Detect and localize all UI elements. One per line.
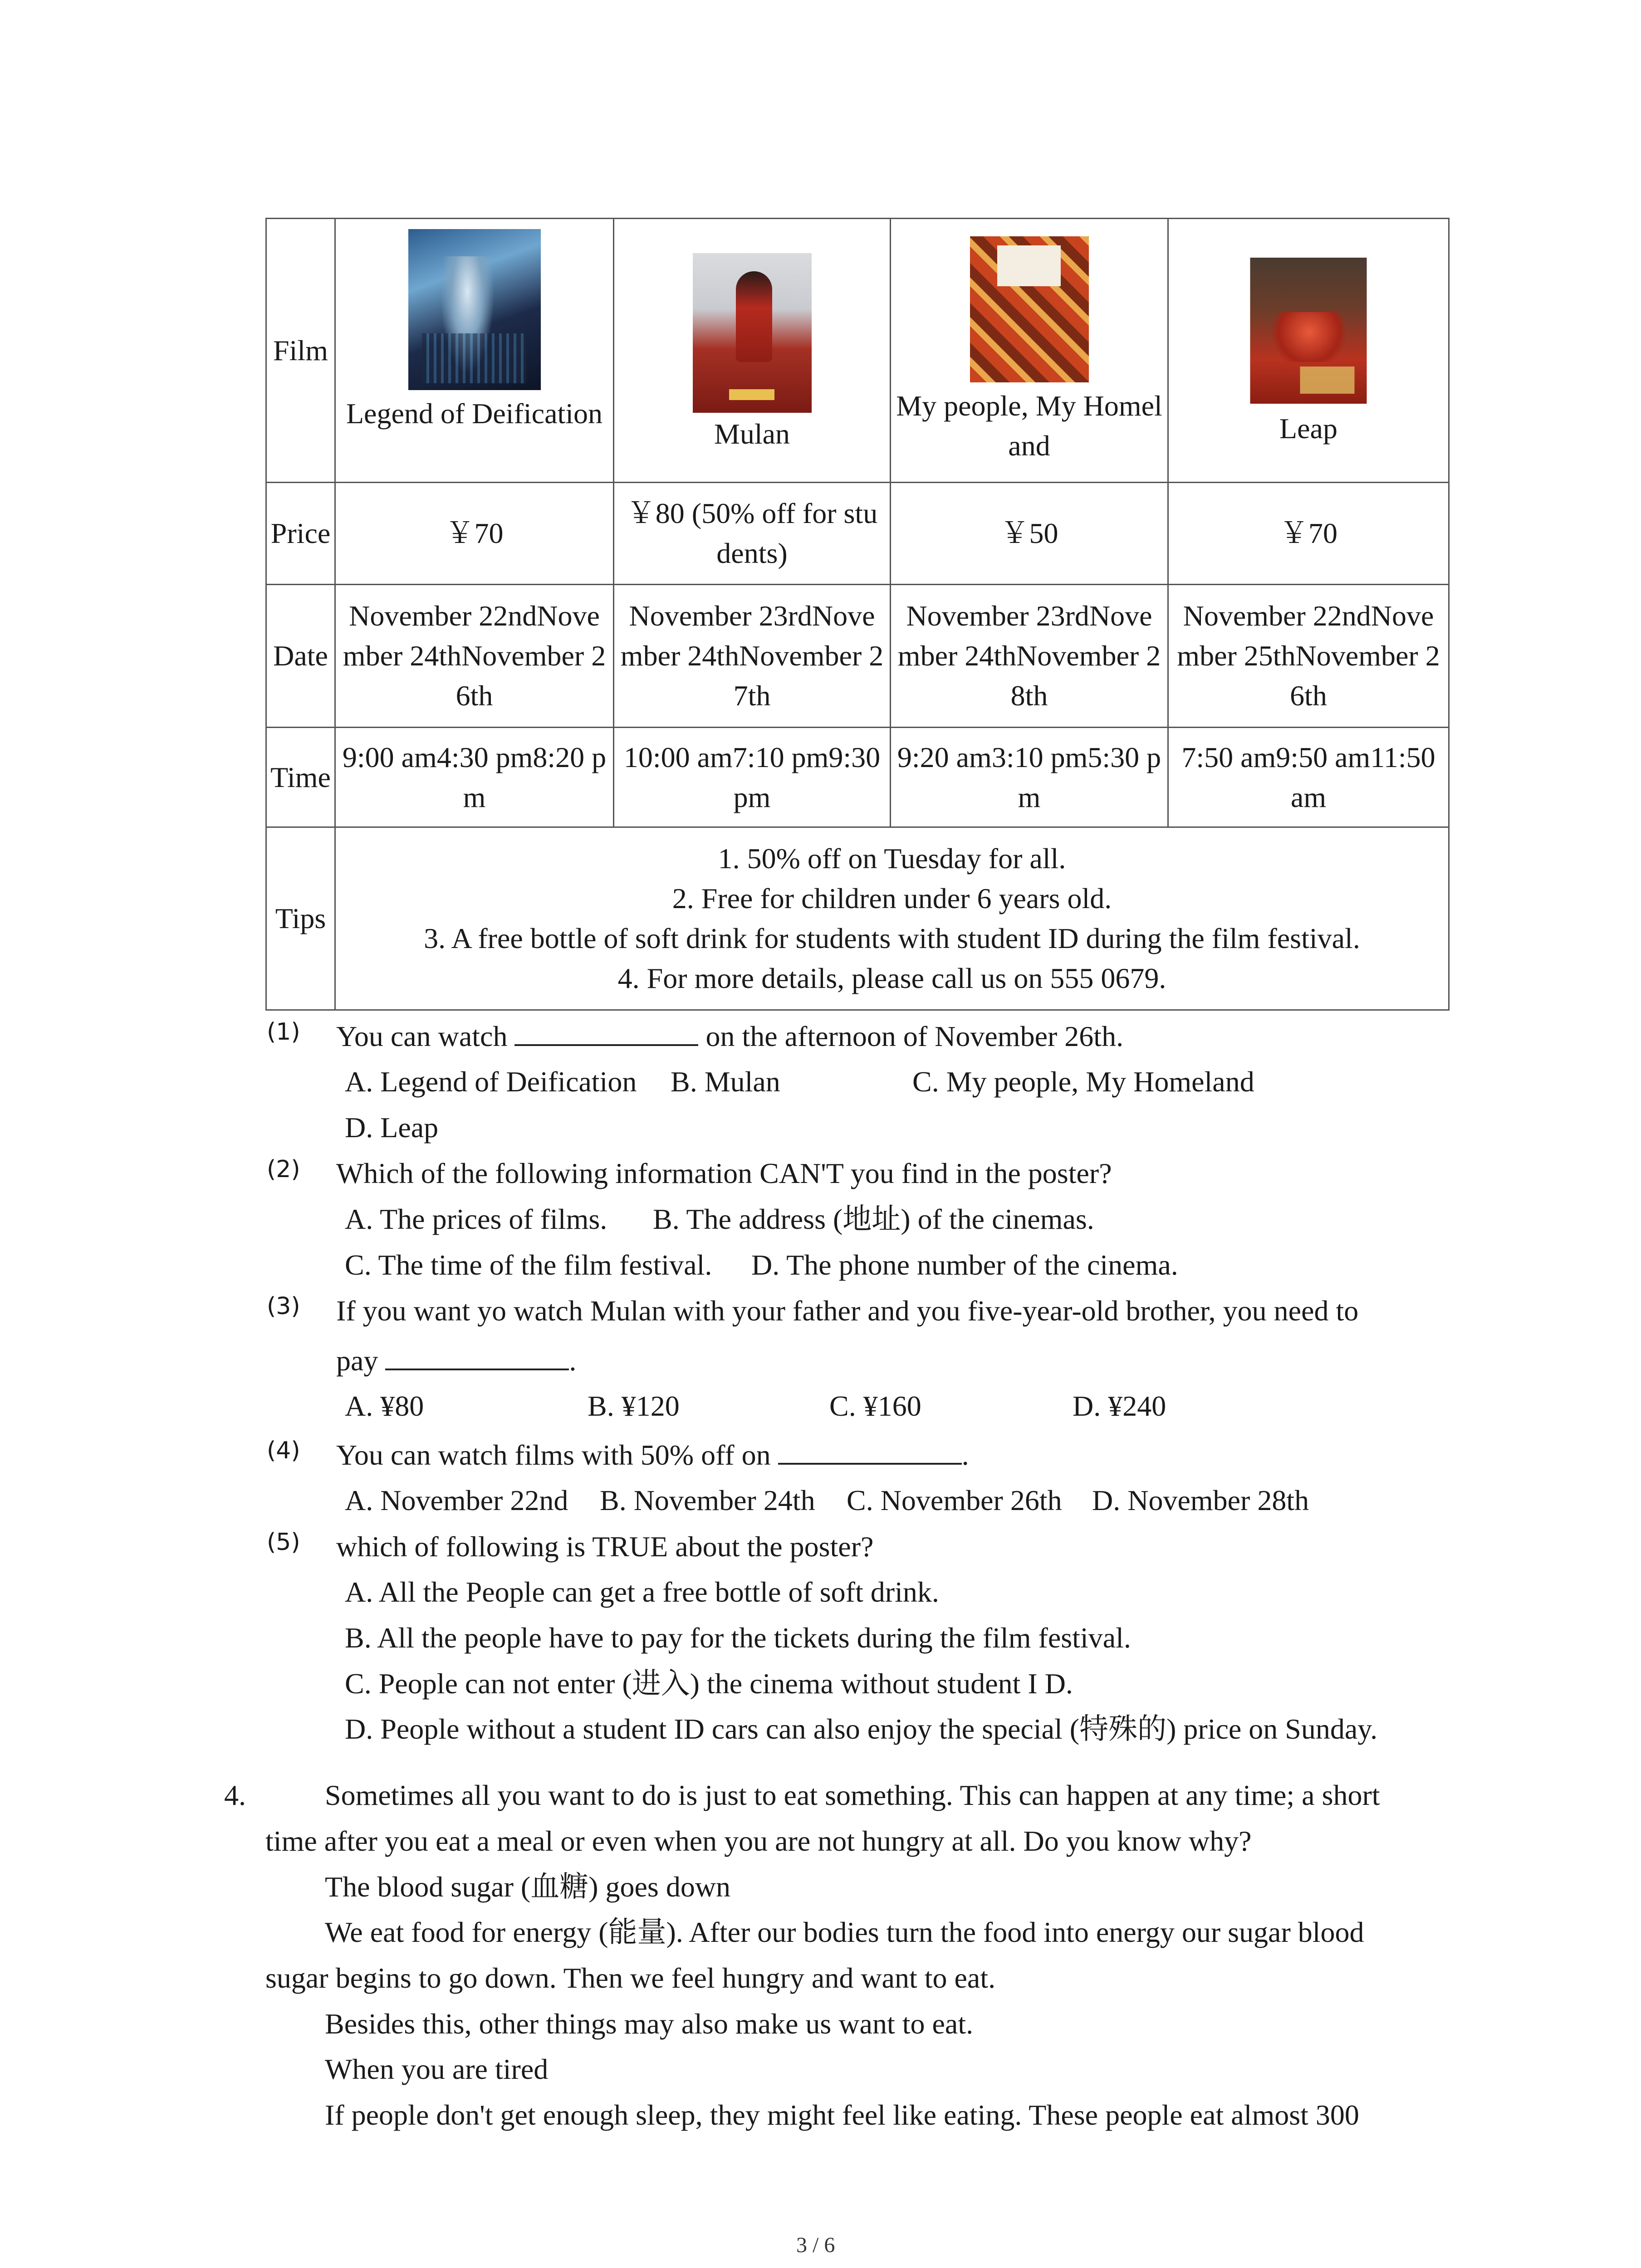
passage-line: If people don't get enough sleep, they might feel like eating. These people eat almost 300 (325, 2099, 1359, 2131)
film-cell-my-people (891, 219, 1168, 483)
question-4-stem (336, 1437, 969, 1473)
tip-line: 4. For more details, please call us on 555 0679. (617, 962, 1166, 994)
table-row-tips (266, 827, 1449, 1010)
stem-text: . (569, 1344, 577, 1377)
passage-line: Sometimes all you want to do is just to eat something. This can happen at any time; a short (325, 1779, 1380, 1811)
film-festival-table (265, 218, 1450, 1011)
passage-line: sugar begins to go down. Then we feel hungry and want to eat. (265, 1962, 996, 1994)
answer-blank[interactable] (778, 1437, 962, 1465)
passage-number: 4. (224, 1779, 246, 1811)
stem-text: on the afternoon of November 26th. (705, 1020, 1124, 1052)
tip-line: 3. A free bottle of soft drink for students with student ID during the film festival. (424, 922, 1360, 954)
option: B. Mulan (671, 1066, 780, 1098)
question-number: (3) (267, 1293, 300, 1320)
date-cell: November 22ndNovember 25thNovember 26th (1168, 585, 1449, 728)
question-stem: If you want yo watch Mulan with your father and you five-year-old brother, you need to (336, 1295, 1359, 1327)
stem-text: You can watch (336, 1020, 508, 1052)
answer-blank[interactable] (385, 1343, 569, 1370)
option: D. ¥240 (1073, 1390, 1166, 1422)
option: B. All the people have to pay for the tickets during the film festival. (345, 1622, 1131, 1654)
film-title: Leap (1279, 412, 1337, 445)
option: A. November 22nd (345, 1484, 568, 1516)
option: A. All the People can get a free bottle of soft drink. (345, 1576, 939, 1608)
question-3-stem-cont (336, 1343, 576, 1379)
date-cell: November 23rdNovember 24thNovember 28th (891, 585, 1168, 728)
row-header-film: Film (266, 219, 335, 483)
date-cell: November 22ndNovember 24thNovember 26th (335, 585, 614, 728)
time-cell: 10:00 am7:10 pm9:30 pm (614, 728, 891, 827)
passage-subheading: The blood sugar (血糖) goes down (325, 1871, 731, 1903)
passage-line: time after you eat a meal or even when you are not hungry at all. Do you know why? (265, 1825, 1252, 1857)
question-number: (2) (267, 1156, 300, 1183)
option: A. The prices of films. (345, 1203, 607, 1235)
stem-text: You can watch films with 50% off on (336, 1439, 771, 1471)
option: D. Leap (345, 1111, 439, 1144)
page-number: 3 / 6 (796, 2233, 835, 2257)
date-cell: November 23rdNovember 24thNovember 27th (614, 585, 891, 728)
tip-line: 2. Free for children under 6 years old. (672, 882, 1112, 914)
tips-cell (335, 827, 1449, 1010)
option: A. Legend of Deification (345, 1066, 637, 1098)
stem-text: pay (336, 1344, 378, 1377)
price-cell: ￥80 (50% off for students) (614, 483, 891, 585)
question-number: (1) (267, 1018, 300, 1046)
table-row-date (266, 585, 1449, 728)
question-1-stem (336, 1018, 1123, 1055)
stem-text: . (961, 1439, 969, 1471)
film-cell-leap (1168, 219, 1449, 483)
option: C. People can not enter (进入) the cinema without student I D. (345, 1667, 1073, 1700)
table-row-time (266, 728, 1449, 827)
time-cell: 9:00 am4:30 pm8:20 pm (335, 728, 614, 827)
option: B. November 24th (600, 1484, 815, 1516)
option: C. ¥160 (829, 1390, 921, 1422)
tip-line: 1. 50% off on Tuesday for all. (718, 842, 1066, 875)
question-stem: which of following is TRUE about the poster? (336, 1530, 874, 1563)
price-cell: ￥70 (335, 483, 614, 585)
my-people-my-homeland-poster (970, 236, 1089, 382)
question-stem: Which of the following information CAN'T you find in the poster? (336, 1157, 1112, 1189)
film-cell-mulan (614, 219, 891, 483)
row-header-tips: Tips (266, 827, 335, 1010)
film-title: Mulan (714, 418, 790, 450)
option: C. The time of the film festival. (345, 1249, 712, 1281)
table-row-film (266, 219, 1449, 483)
option: A. ¥80 (345, 1390, 424, 1422)
row-header-price: Price (266, 483, 335, 585)
time-cell: 9:20 am3:10 pm5:30 pm (891, 728, 1168, 827)
legend-of-deification-poster (408, 229, 541, 390)
price-cell: ￥70 (1168, 483, 1449, 585)
question-number: (5) (267, 1529, 300, 1556)
time-cell: 7:50 am9:50 am11:50 am (1168, 728, 1449, 827)
film-cell-legend (335, 219, 614, 483)
film-title: My people, My Homeland (896, 390, 1162, 462)
option: B. The address (地址) of the cinemas. (653, 1203, 1094, 1235)
question-number: (4) (267, 1437, 300, 1464)
passage-subheading: When you are tired (325, 2053, 549, 2085)
leap-poster (1250, 258, 1367, 404)
option: D. People without a student ID cars can also enjoy the special (特殊的) price on Sunday. (345, 1713, 1378, 1745)
option: D. The phone number of the cinema. (751, 1249, 1178, 1281)
answer-blank[interactable] (514, 1019, 698, 1046)
option: B. ¥120 (588, 1390, 680, 1422)
price-cell: ￥50 (891, 483, 1168, 585)
option: D. November 28th (1092, 1484, 1309, 1516)
passage-line: We eat food for energy (能量). After our bodies turn the food into energy our sugar blood (325, 1916, 1364, 1948)
mulan-poster (693, 253, 812, 413)
table-row-price (266, 483, 1449, 585)
option: C. My people, My Homeland (912, 1066, 1254, 1098)
passage-line: Besides this, other things may also make us want to eat. (325, 2008, 974, 2040)
row-header-date: Date (266, 585, 335, 728)
option: C. November 26th (847, 1484, 1062, 1516)
row-header-time: Time (266, 728, 335, 827)
film-title: Legend of Deification (346, 397, 603, 430)
